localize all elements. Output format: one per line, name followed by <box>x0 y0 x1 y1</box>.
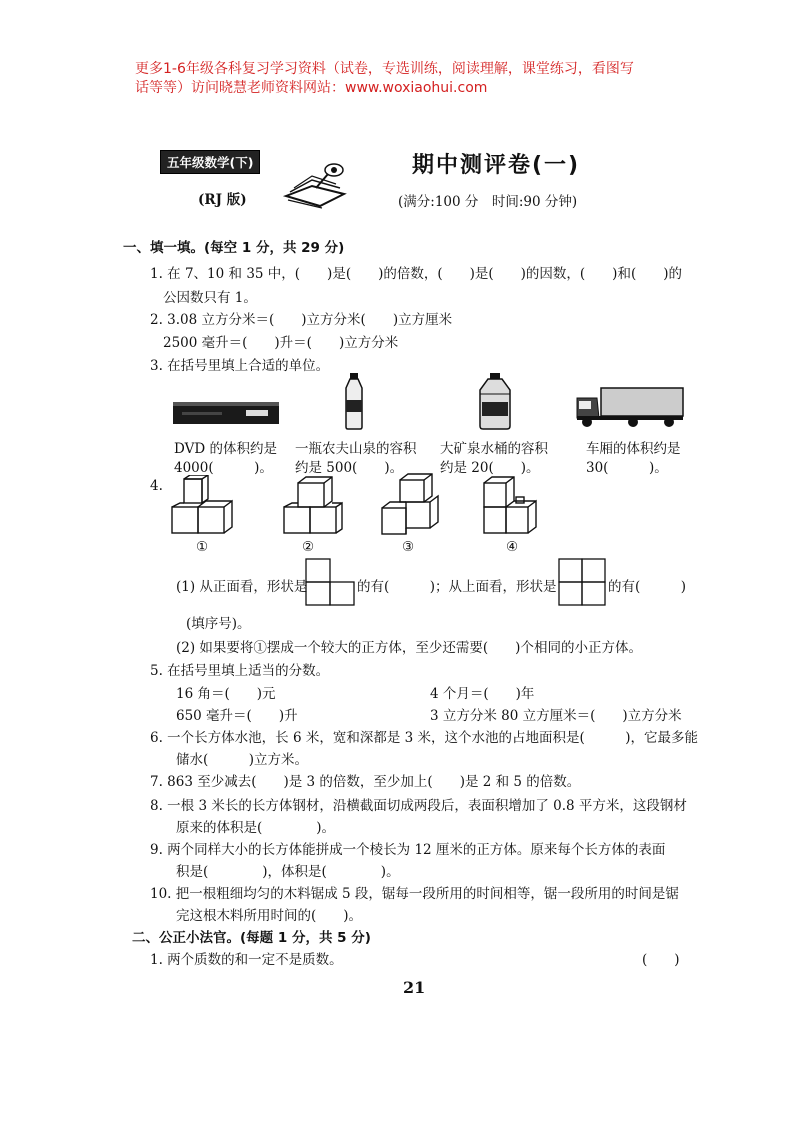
q1-line-2: 公因数只有 1。 <box>163 290 257 306</box>
shape-label-4: ④ <box>506 539 519 555</box>
item-truck-line-1: 车厢的体积约是 <box>586 441 681 457</box>
promo-line-2: 话等等）访问晓慧老师资料网站：www.woxiaohui.com <box>135 80 488 96</box>
book-icon <box>282 158 354 210</box>
s2-q1-answer-paren: ( ) <box>642 952 680 968</box>
exam-meta: (满分:100 分 时间:90 分钟) <box>398 194 578 210</box>
top-view-shape <box>558 558 606 606</box>
q8-line-1: 8. 一根 3 米长的长方体钢材，沿横截面切成两段后，表面积增加了 0.8 平方米，这段钢材 <box>150 798 687 814</box>
shape-label-1: ① <box>196 539 209 555</box>
q5-a: 16 角＝( )元 <box>176 686 276 702</box>
q10-line-2: 完这根木料所用时间的( )。 <box>176 908 363 924</box>
item-dvd-line-1: DVD 的体积约是 <box>174 441 277 457</box>
item-jug-line-1: 大矿泉水桶的容积 <box>440 441 548 457</box>
q10-line-1: 10. 把一根粗细均匀的木料锯成 5 段，锯每一段所用的时间相等，锯一段所用的时间是锯 <box>150 886 679 902</box>
q3-prompt: 3. 在括号里填上合适的单位。 <box>150 358 330 374</box>
promo-line-1: 更多1-6年级各科复习学习资料（试卷，专选训练，阅读理解，课堂练习，看图写 <box>135 61 634 77</box>
section-1-heading: 一、填一填。(每空 1 分，共 29 分) <box>123 240 345 256</box>
item-jug-line-2: 约是 20( )。 <box>440 460 540 476</box>
water-jug-icon <box>476 372 514 430</box>
q6-line-2: 储水( )立方米。 <box>176 752 309 768</box>
q4-1-text-b: 的有( )；从上面看，形状是 <box>357 579 557 595</box>
q4-number: 4. <box>150 478 163 494</box>
q2-line-2: 2500 毫升＝( )升＝( )立方分米 <box>163 335 399 351</box>
edition-label: (RJ 版) <box>198 192 247 208</box>
q8-line-2: 原来的体积是( )。 <box>176 820 336 836</box>
item-dvd-line-2: 4000( )。 <box>174 460 273 476</box>
q6-line-1: 6. 一个长方体水池，长 6 米，宽和深都是 3 米，这个水池的占地面积是( )，它最多能 <box>150 730 699 746</box>
q9-line-2: 积是( )，体积是( )。 <box>176 864 400 880</box>
q7-text: 7. 863 至少减去( )是 3 的倍数，至少加上( )是 2 和 5 的倍数。 <box>150 774 581 790</box>
cube-figure-1 <box>168 475 240 537</box>
truck-icon <box>573 384 685 428</box>
q5-d: 3 立方分米 80 立方厘米＝( )立方分米 <box>430 708 682 724</box>
page-number: 21 <box>403 978 426 997</box>
q4-1-text-d: (填序号)。 <box>186 616 251 632</box>
item-truck-line-2: 30( )。 <box>586 460 668 476</box>
item-bottle-line-2: 约是 500( )。 <box>295 460 404 476</box>
shape-label-2: ② <box>302 539 315 555</box>
s2-q1-text: 1. 两个质数的和一定不是质数。 <box>150 952 343 968</box>
grade-badge: 五年级数学(下) <box>160 150 260 174</box>
q9-line-1: 9. 两个同样大小的长方体能拼成一个棱长为 12 厘米的正方体。原来每个长方体的表面 <box>150 842 666 858</box>
front-view-shape <box>305 558 355 606</box>
cube-figure-4 <box>480 475 552 537</box>
q5-b: 4 个月＝( )年 <box>430 686 535 702</box>
item-bottle-line-1: 一瓶农夫山泉的容积 <box>295 441 417 457</box>
q4-1-text-c: 的有( ) <box>608 579 687 595</box>
water-bottle-icon <box>342 372 366 430</box>
q5-prompt: 5. 在括号里填上适当的分数。 <box>150 663 330 679</box>
q2-line-1: 2. 3.08 立方分米＝( )立方分米( )立方厘米 <box>150 312 453 328</box>
cube-figure-2 <box>280 475 352 537</box>
q4-1-text-a: (1) 从正面看，形状是 <box>176 579 308 595</box>
section-2-heading: 二、公正小法官。(每题 1 分，共 5 分) <box>132 930 371 946</box>
q1-line-1: 1. 在 7、10 和 35 中，( )是( )的倍数，( )是( )的因数，( )和( )的 <box>150 266 682 282</box>
page-title: 期中测评卷(一) <box>412 153 581 178</box>
shape-label-3: ③ <box>402 539 415 555</box>
q5-c: 650 毫升＝( )升 <box>176 708 298 724</box>
dvd-player-icon <box>172 400 280 426</box>
cube-figure-3 <box>378 470 450 538</box>
q4-2-text: (2) 如果要将①摆成一个较大的正方体，至少还需要( )个相同的小正方体。 <box>176 640 642 656</box>
